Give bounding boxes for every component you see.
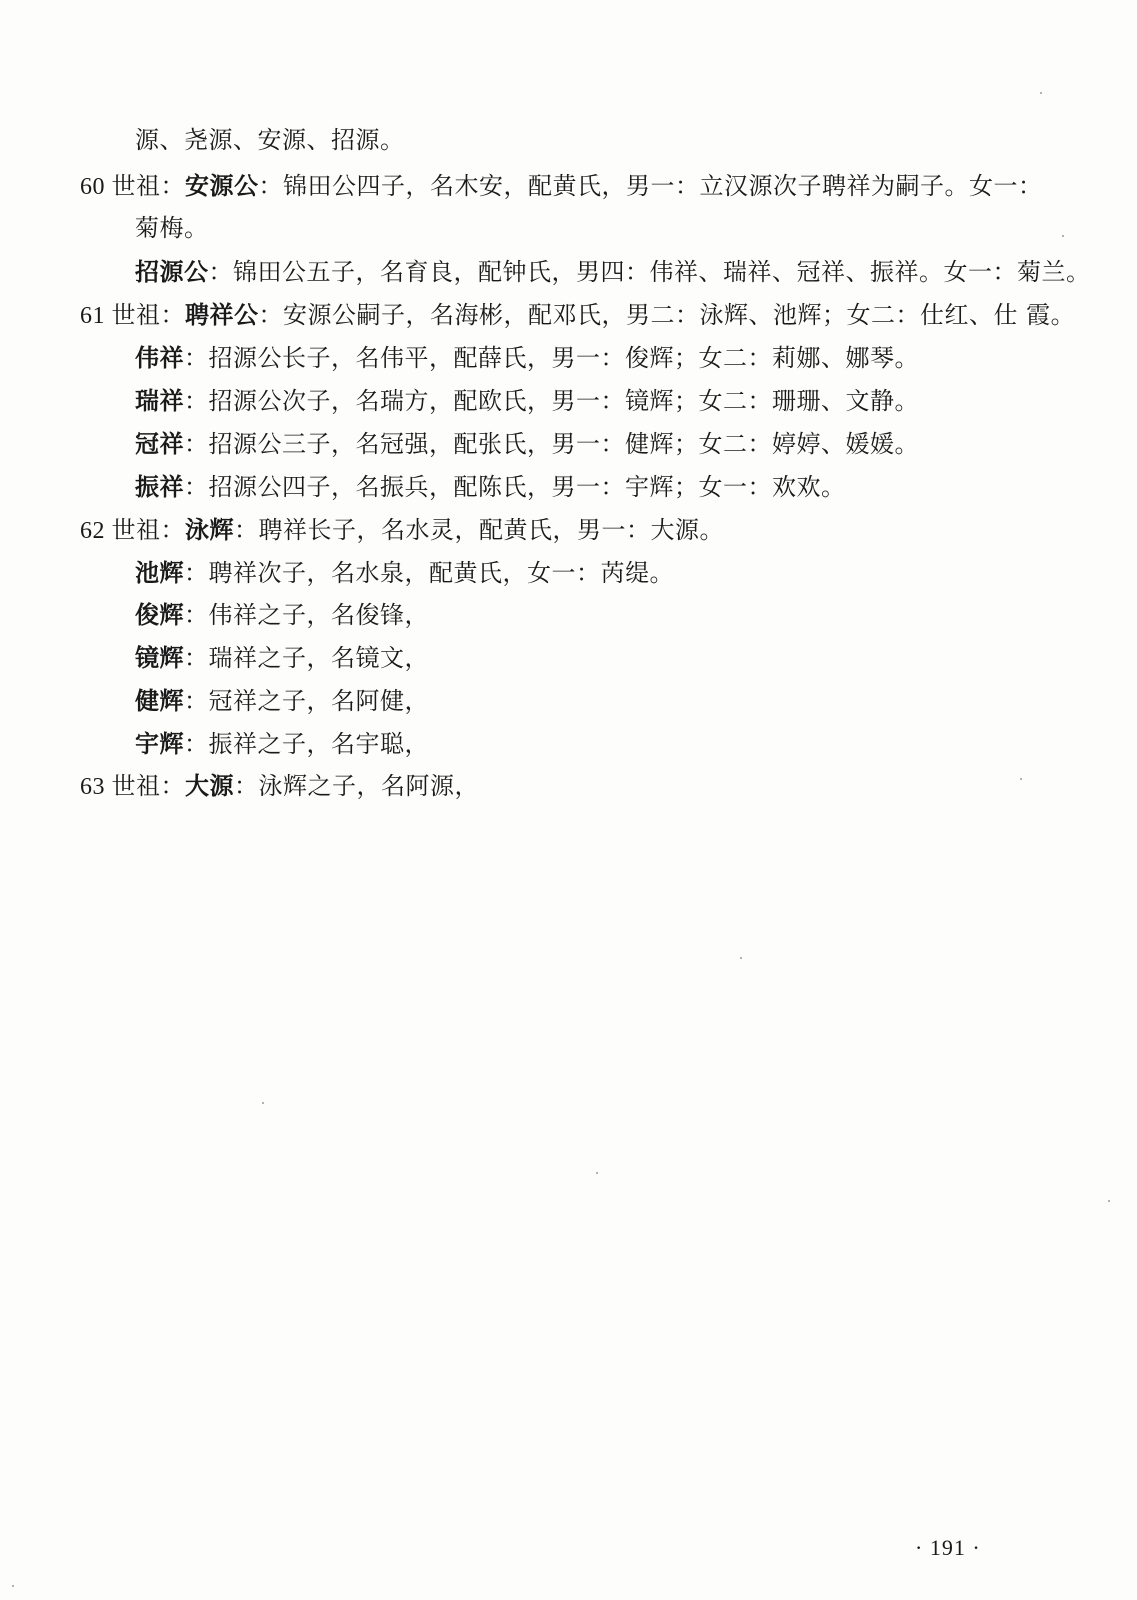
entry-line: 招源公：锦田公五子，名育良，配钟氏，男四：伟祥、瑞祥、冠祥、振祥。女一：菊兰。 — [135, 257, 1091, 286]
scan-speck — [740, 957, 742, 959]
entry-text: 安源公嗣子，名海彬，配邓氏，男二：泳辉、池辉；女二：仕红、仕 霞。 — [283, 301, 1076, 329]
scan-speck — [1020, 778, 1022, 780]
generation-label: 61 世祖 — [80, 303, 161, 329]
entry-line: 冠祥：招源公三子，名冠强，配张氏，男一：健辉；女二：婷婷、媛媛。 — [135, 429, 919, 458]
generation-label: 60 世祖 — [80, 174, 161, 200]
entry-text: 冠祥之子，名阿健， — [208, 687, 429, 715]
scan-speck — [262, 1102, 264, 1104]
entry-line: 63 世祖：大源：泳辉之子，名阿源， — [80, 771, 479, 800]
person-name: 大源 — [185, 771, 234, 800]
person-name: 冠祥 — [135, 429, 184, 458]
generation-label: 63 世祖 — [80, 774, 161, 800]
entry-text: 菊梅。 — [135, 214, 209, 242]
entry-text: 招源公次子，名瑞方，配欧氏，男一：镜辉；女二：珊珊、文静。 — [208, 387, 919, 415]
entry-text: 泳辉之子，名阿源， — [258, 772, 479, 800]
entry-line: 宇辉：振祥之子，名宇聪， — [135, 729, 429, 758]
person-name: 池辉 — [135, 558, 184, 587]
person-name: 招源公 — [135, 257, 209, 286]
person-name: 安源公 — [185, 171, 259, 200]
scan-speck — [1108, 1200, 1110, 1202]
entry-line: 池辉：聘祥次子，名水泉，配黄氏，女一：芮缇。 — [135, 558, 674, 587]
page-number: · 191 · — [915, 1535, 981, 1560]
entry-text: 振祥之子，名宇聪， — [208, 730, 429, 758]
entry-line: 健辉：冠祥之子，名阿健， — [135, 686, 429, 715]
person-name: 俊辉 — [135, 600, 184, 629]
generation-label: 62 世祖 — [80, 518, 161, 544]
entry-line: 62 世祖：泳辉：聘祥长子，名水灵，配黄氏，男一：大源。 — [80, 515, 724, 544]
entry-line — [135, 124, 405, 156]
person-name: 聘祥公 — [185, 300, 259, 329]
person-name: 泳辉 — [185, 515, 234, 544]
entry-text: 锦田公五子，名育良，配钟氏，男四：伟祥、瑞祥、冠祥、振祥。女一：菊兰。 — [233, 258, 1091, 286]
scan-speck — [596, 1172, 598, 1174]
entry-text: 聘祥次子，名水泉，配黄氏，女一：芮缇。 — [208, 559, 674, 587]
person-name: 健辉 — [135, 686, 184, 715]
person-name: 宇辉 — [135, 729, 184, 758]
entry-line: 61 世祖：聘祥公：安源公嗣子，名海彬，配邓氏，男二：泳辉、池辉；女二：仕红、仕 霞。 — [80, 300, 1076, 329]
entry-text: 聘祥长子，名水灵，配黄氏，男一：大源。 — [258, 516, 724, 544]
person-name: 瑞祥 — [135, 386, 184, 415]
entry-line — [135, 212, 209, 244]
entry-text: 锦田公四子，名木安，配黄氏，男一：立汉源次子聘祥为嗣子。女一： — [283, 172, 1043, 200]
entry-line: 镜辉：瑞祥之子，名镜文， — [135, 643, 429, 672]
entry-text: 招源公长子，名伟平，配薛氏，男一：俊辉；女二：莉娜、娜琴。 — [208, 344, 919, 372]
entry-line: 瑞祥：招源公次子，名瑞方，配欧氏，男一：镜辉；女二：珊珊、文静。 — [135, 386, 919, 415]
entry-line: 60 世祖：安源公：锦田公四子，名木安，配黄氏，男一：立汉源次子聘祥为嗣子。女一： — [80, 171, 1043, 200]
person-name: 振祥 — [135, 472, 184, 501]
entry-line: 俊辉：伟祥之子，名俊锋， — [135, 600, 429, 629]
entry-text: 招源公四子，名振兵，配陈氏，男一：宇辉；女一：欢欢。 — [208, 473, 846, 501]
person-name: 伟祥 — [135, 343, 184, 372]
entry-text: 瑞祥之子，名镜文， — [208, 644, 429, 672]
person-name: 镜辉 — [135, 643, 184, 672]
scan-speck — [1062, 235, 1064, 237]
scan-speck — [1040, 92, 1042, 94]
entry-text: 源、尧源、安源、招源。 — [135, 126, 405, 154]
scan-speck — [12, 1585, 14, 1587]
entry-text: 招源公三子，名冠强，配张氏，男一：健辉；女二：婷婷、媛媛。 — [208, 430, 919, 458]
entry-line: 伟祥：招源公长子，名伟平，配薛氏，男一：俊辉；女二：莉娜、娜琴。 — [135, 343, 919, 372]
entry-text: 伟祥之子，名俊锋， — [208, 601, 429, 629]
entry-line: 振祥：招源公四子，名振兵，配陈氏，男一：宇辉；女一：欢欢。 — [135, 472, 846, 501]
